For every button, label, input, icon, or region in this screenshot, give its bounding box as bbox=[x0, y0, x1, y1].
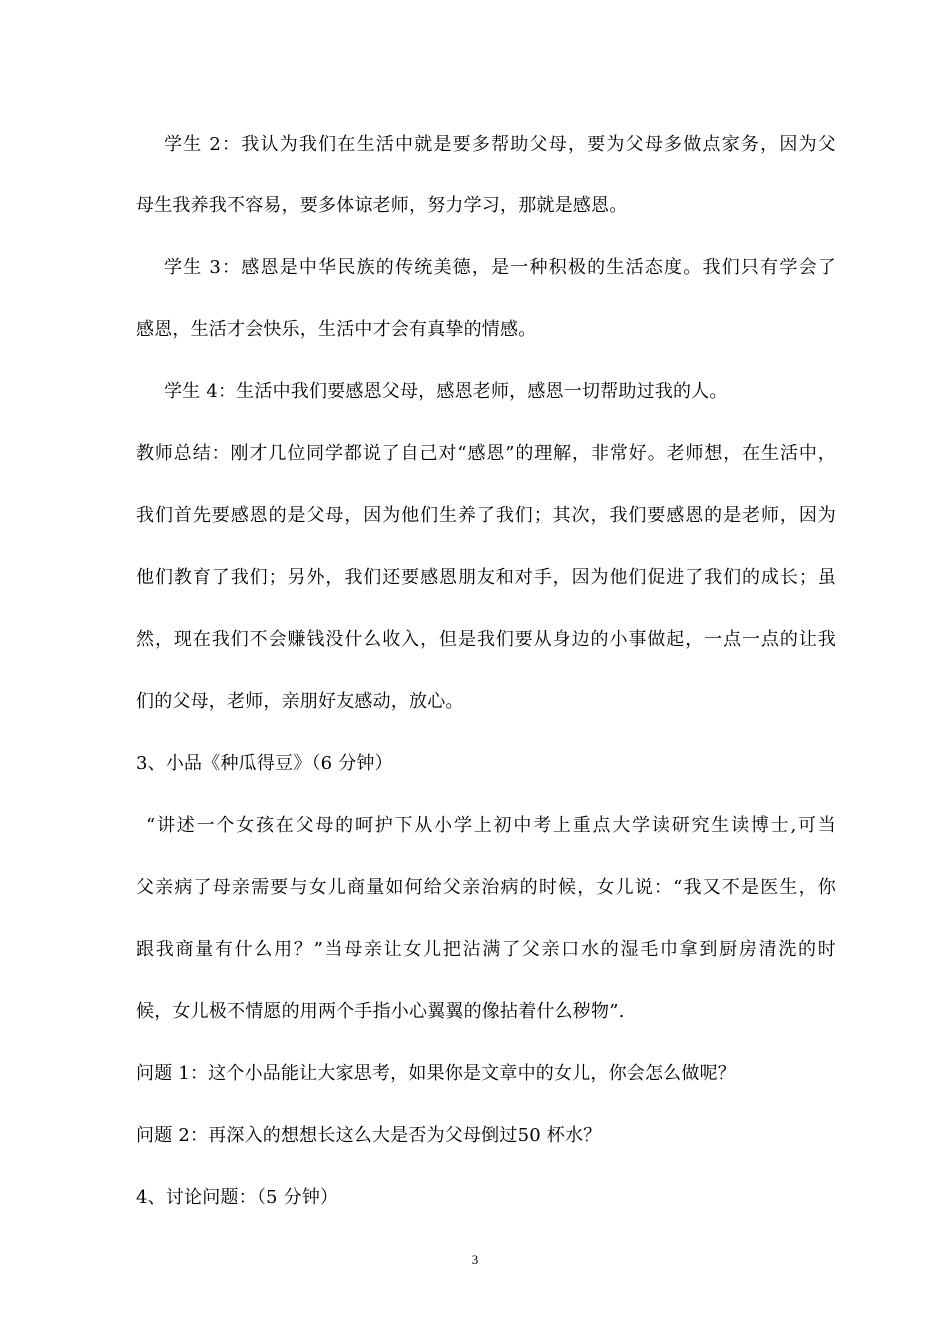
question-line: 问题 1：这个小品能让大家思考，如果你是文章中的女儿，你会怎么做呢？ bbox=[136, 1063, 736, 1084]
text-line: 们的父母，老师，亲朋好友感动，放心。 bbox=[136, 691, 464, 712]
text-line: 感恩，生活才会快乐，生活中才会有真挚的情感。 bbox=[136, 319, 537, 340]
text-line: 教师总结：刚才几位同学都说了自己对“感恩”的理解，非常好。老师想，在生活中， bbox=[136, 443, 836, 464]
text-line: 我们首先要感恩的是父母，因为他们生养了我们；其次，我们要感恩的是老师，因为 bbox=[136, 505, 836, 526]
text-line: 学生 3：感恩是中华民族的传统美德，是一种积极的生活态度。我们只有学会了 bbox=[164, 257, 836, 278]
section-heading: 4、讨论问题：（5 分钟） bbox=[136, 1187, 339, 1208]
page-number: 3 bbox=[471, 1252, 479, 1267]
text-line: 母生我养我不容易，要多体谅老师，努力学习，那就是感恩。 bbox=[136, 195, 628, 216]
text-line: 父亲病了母亲需要与女儿商量如何给父亲治病的时候，女儿说：“我又不是医生，你 bbox=[136, 877, 836, 898]
text-line: 学生 4：生活中我们要感恩父母，感恩老师，感恩一切帮助过我的人。 bbox=[164, 381, 728, 402]
section-heading: 3、小品《种瓜得豆》（6 分钟） bbox=[136, 753, 393, 774]
text-line: 学生 2：我认为我们在生活中就是要多帮助父母，要为父母多做点家务，因为父 bbox=[164, 134, 836, 155]
text-line: 他们教育了我们；另外，我们还要感恩朋友和对手，因为他们促进了我们的成长；虽 bbox=[136, 567, 836, 588]
text-line: 候，女儿极不情愿的用两个手指小心翼翼的像拈着什么秽物”. bbox=[136, 1001, 625, 1022]
text-line: 跟我商量有什么用？”当母亲让女儿把沾满了父亲口水的湿毛巾拿到厨房清洗的时 bbox=[136, 939, 836, 960]
question-line: 问题 2：再深入的想想长这么大是否为父母倒过50 杯水？ bbox=[136, 1125, 602, 1146]
text-line: “讲述一个女孩在父母的呵护下从小学上初中考上重点大学读研究生读博士,可当 bbox=[146, 815, 836, 836]
text-line: 然，现在我们不会赚钱没什么收入，但是我们要从身边的小事做起，一点一点的让我 bbox=[136, 629, 836, 650]
